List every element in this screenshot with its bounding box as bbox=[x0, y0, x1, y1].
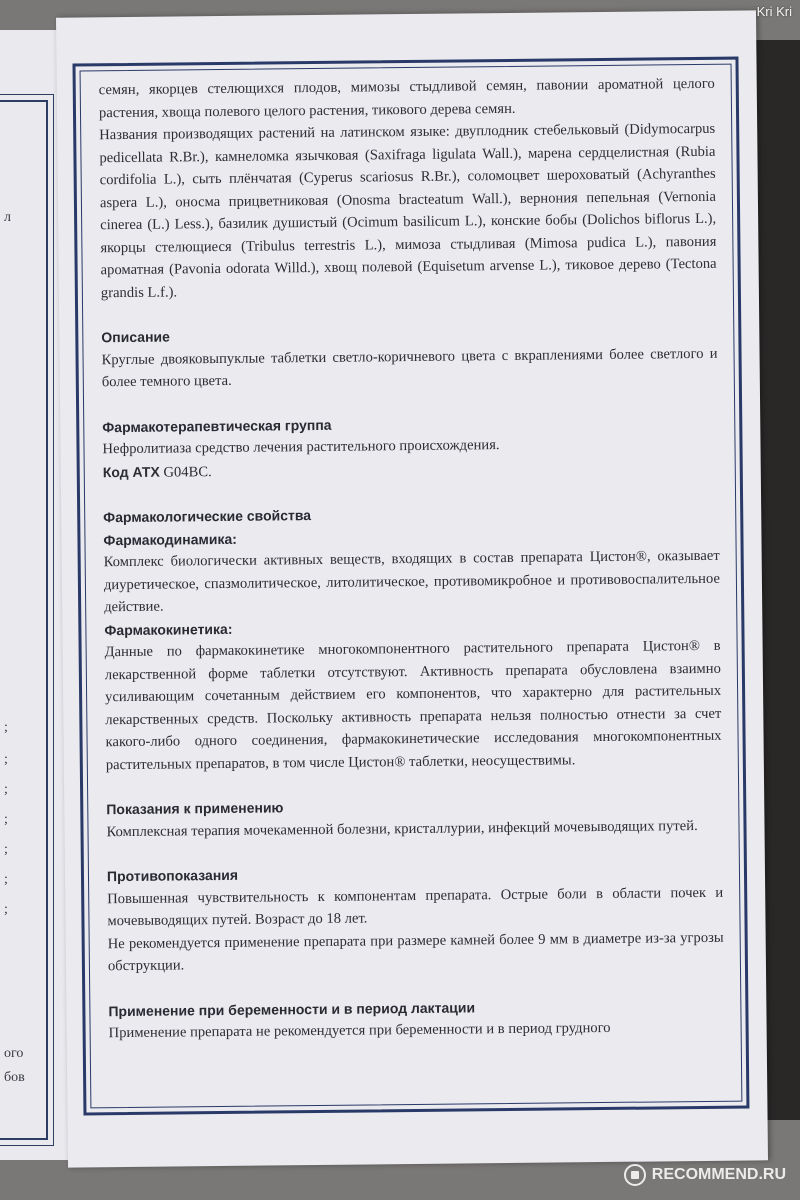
latin-names-paragraph: Названия производящих растений на латинском языке: двуплодник стебельковый (Didymocarpus pedicellata R.Br.), камнеломка язычковая (Saxifraga ligulata Wall.), марена сердцелистная (Rubia cordifolia L.), сыть плёнчатая (Cyperus scariosus R.Br.), соломоцвет шероховатый (Achyranthes aspera L.), оносма прицветниковая (Onosma bracteatum Wall.), вернония пепельная (Vernonia cinerea (L.) Less.), базилик душистый (Ocimum basilicum L.), конские бобы (Dolichos biflorus L.), якорцы стелющиеся (Tribulus terrestris L.), мимоза стыдливая (Mimosa pudica L.), павония ароматная (Pavonia odorata Willd.), хвощ полевой (Equisetum arvense L.), тиковое дерево (Tectona grandis L.f.). bbox=[99, 120, 717, 301]
page-frame bbox=[72, 57, 749, 1116]
left-fragment: ; bbox=[4, 752, 8, 767]
left-page-frame bbox=[0, 100, 48, 1140]
contraindications-note: Не рекомендуется применение препарата при размере камней более 9 мм в диаметре из-за угрозы обструкции. bbox=[107, 929, 724, 975]
pharmacokinetics-heading: Фармакокинетика: bbox=[104, 620, 233, 638]
recommend-logo-icon bbox=[624, 1164, 646, 1186]
left-fragment: ; bbox=[4, 902, 8, 917]
left-fragment: л bbox=[4, 210, 11, 225]
contraindications-text: Повышенная чувствительность к компонентам препарата. Острые боли в области почек и мочевыводящих путей. Возраст до 18 лет. bbox=[107, 884, 724, 930]
left-fragment: ; bbox=[4, 720, 8, 735]
atx-value: G04BC. bbox=[163, 463, 212, 481]
atx-label: Код АТХ bbox=[102, 463, 160, 480]
left-fragment: ого bbox=[4, 1046, 24, 1061]
indications-text: Комплексная терапия мочекаменной болезни, кристаллурии, инфекций мочевыводящих путей. bbox=[106, 817, 698, 840]
pharm-group-text: Нефролитиаза средство лечения растительного происхождения. bbox=[102, 437, 500, 458]
left-fragment: ; bbox=[4, 842, 8, 857]
pharmacokinetics-text: Данные по фармакокинетике многокомпонентного растительного препарата Цистон® в лекарственной форме таблетки отсутствуют. Активность препарата обусловлена взаимно усиливающим сочетанным действием его компонентов, что характерно для растительных лекарственных средств. Поскольку активность препарата нельзя полностью отнести за счет какого-либо одного соединения, фармакокинетические исследования многокомпонентных растительных препаратов, в том числе Цистон® таблетки, неосуществимы. bbox=[104, 637, 722, 773]
leaflet-content bbox=[99, 73, 726, 1097]
leaflet-page bbox=[56, 10, 768, 1167]
pharm-props-heading: Фармакологические свойства bbox=[103, 507, 312, 526]
left-fragment: ; bbox=[4, 782, 8, 797]
page-frame-inner bbox=[80, 64, 743, 1109]
description-heading: Описание bbox=[101, 328, 170, 346]
left-fragment: ; bbox=[4, 872, 8, 887]
site-watermark bbox=[624, 1164, 786, 1186]
pharmacodynamics-heading: Фармакодинамика: bbox=[103, 530, 237, 548]
composition-continuation: семян, якорцев стелющихся плодов, мимозы стыдливой семян, павонии ароматной целого растения, хвоща полевого целого растения, тикового дерева семян. bbox=[98, 75, 715, 121]
description-text: Круглые двояковыпуклые таблетки светло-коричневого цвета с вкраплениями более светлого и более темного цвета. bbox=[101, 345, 718, 391]
left-fragment: бов bbox=[4, 1070, 25, 1085]
pharmacodynamics-text: Комплекс биологически активных веществ, входящих в состав препарата Цистон®, оказывает диуретическое, спазмолитическое, литолитическое, противомикробное и противовоспалительное действие. bbox=[103, 547, 720, 616]
pregnancy-text: Применение препарата не рекомендуется при беременности и в период грудного bbox=[108, 1019, 611, 1042]
author-watermark: Kri Kri bbox=[756, 4, 792, 19]
indications-heading: Показания к применению bbox=[106, 799, 284, 818]
contraindications-heading: Противопоказания bbox=[106, 866, 239, 885]
left-fragment: ; bbox=[4, 812, 8, 827]
site-watermark-text: RECOMMEND.RU bbox=[651, 1166, 786, 1183]
pregnancy-heading: Применение при беременности и в период лактации bbox=[108, 998, 476, 1019]
pharm-group-heading: Фармакотерапевтическая группа bbox=[102, 416, 332, 435]
